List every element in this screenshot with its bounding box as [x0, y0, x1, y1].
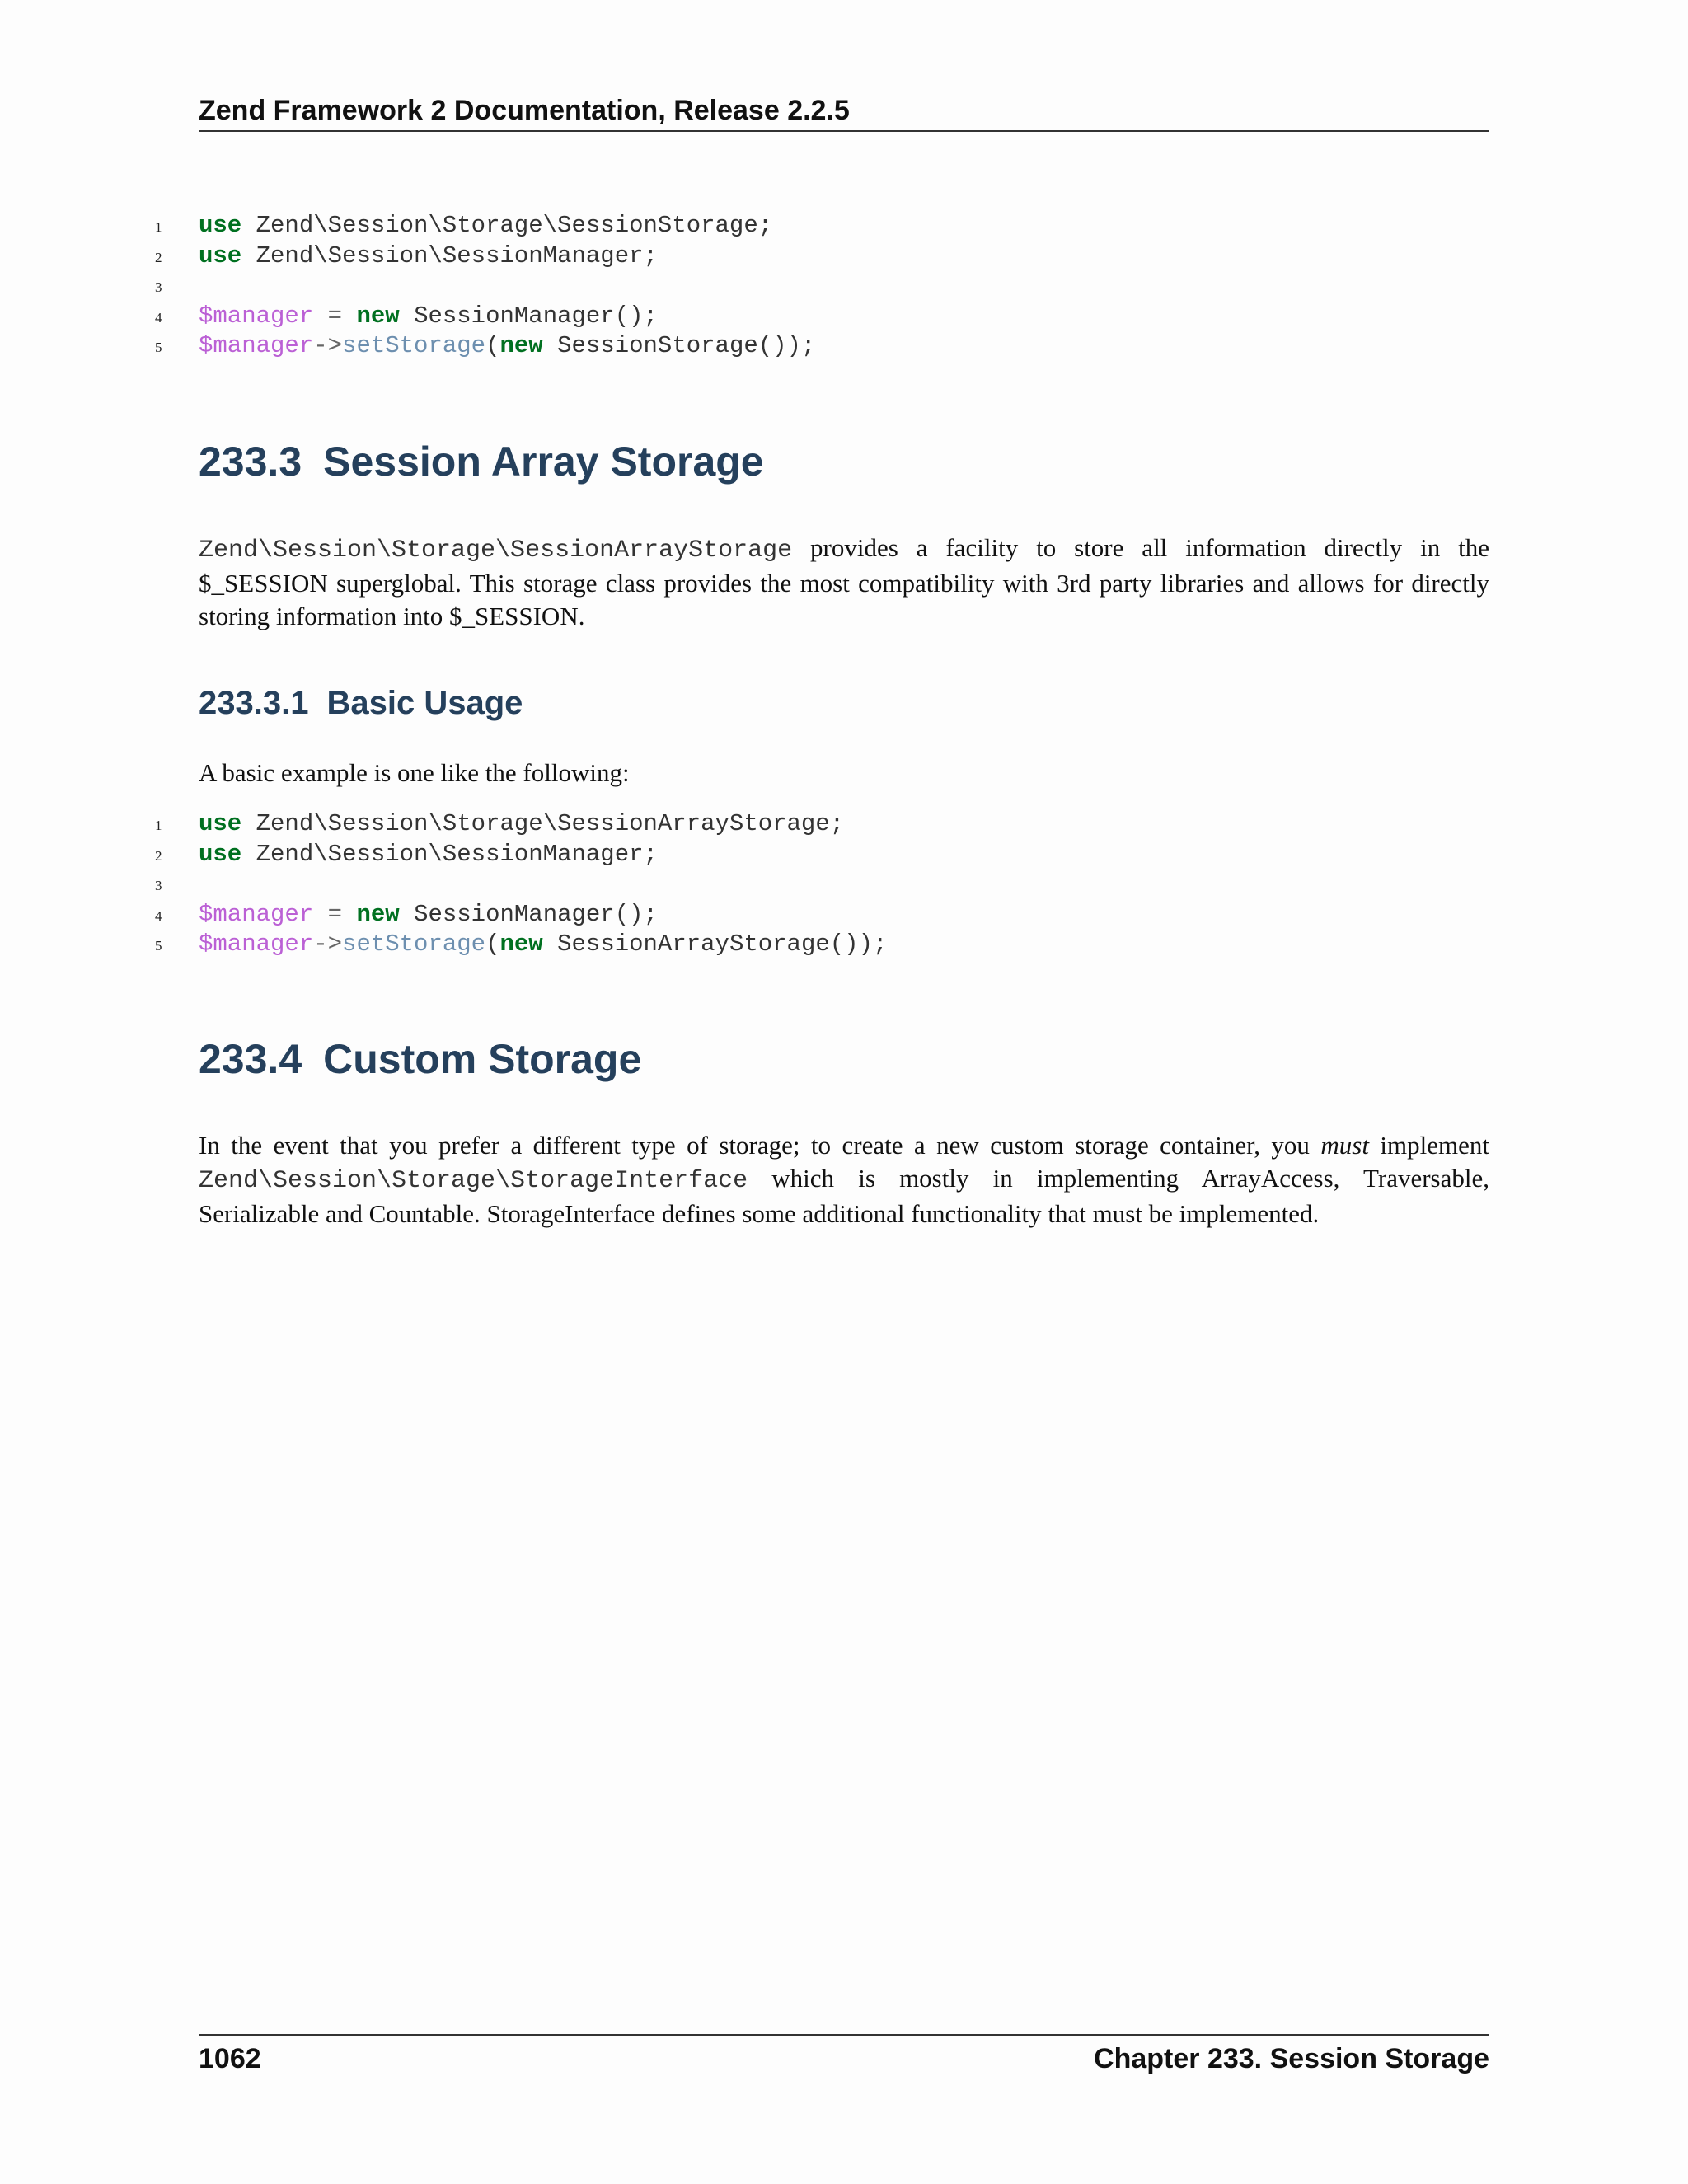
line-number: 3	[155, 279, 162, 295]
paragraph-text: which is mostly in implementing ArrayAccess, Traversable, Serializable and Countable. StorageInterface defines some additional functionality that must be implemented.	[199, 1164, 1489, 1228]
code-source	[199, 930, 887, 960]
code-token: use	[199, 212, 242, 239]
code-line	[0, 809, 1688, 840]
line-number: 1	[155, 219, 162, 235]
chapter-title: Chapter 233. Session Storage	[1094, 2043, 1489, 2074]
section-number: 233.4	[199, 1036, 302, 1082]
code-token: ->	[313, 930, 343, 958]
code-token: =	[313, 302, 357, 330]
running-header: Zend Framework 2 Documentation, Release 2.2.5	[199, 95, 850, 126]
line-number: 1	[155, 818, 162, 833]
code-token: new	[499, 930, 543, 958]
code-token: ->	[313, 332, 343, 359]
code-token: use	[199, 241, 242, 269]
code-token: (	[485, 332, 500, 359]
subsection-heading-basic-usage	[199, 682, 523, 724]
code-token: Zend\Session\SessionManager;	[241, 241, 658, 269]
code-line	[0, 211, 1688, 241]
code-token: SessionArrayStorage());	[542, 930, 888, 958]
section-title: Session Array Storage	[323, 438, 764, 485]
line-number: 5	[155, 340, 162, 355]
section-heading-custom-storage	[199, 1034, 641, 1084]
code-line	[0, 900, 1688, 930]
code-token: use	[199, 810, 242, 837]
inline-code: Zend\Session\Storage\SessionArrayStorage	[199, 537, 793, 565]
code-line	[0, 930, 1688, 960]
code-source	[199, 840, 658, 870]
paragraph-text: In the event that you prefer a different type of storage; to create a new custom storage container, you	[199, 1131, 1321, 1160]
line-number: 4	[155, 309, 162, 326]
code-source	[199, 900, 658, 930]
code-token: Zend\Session\SessionManager;	[241, 840, 658, 868]
code-token: setStorage	[342, 930, 486, 958]
code-source	[199, 809, 844, 840]
emphasis-text: must	[1320, 1131, 1369, 1160]
page-number: 1062	[199, 2043, 261, 2074]
code-token: $manager	[199, 930, 314, 958]
subsection-number: 233.3.1	[199, 685, 309, 721]
section-number: 233.3	[199, 438, 302, 485]
section-title: Custom Storage	[323, 1036, 642, 1082]
code-token: SessionManager();	[399, 302, 658, 330]
code-token: =	[313, 900, 357, 928]
inline-code: Zend\Session\Storage\StorageInterface	[199, 1167, 748, 1195]
line-number: 4	[155, 907, 162, 924]
line-number: 2	[155, 847, 162, 864]
code-block-session-array-storage	[0, 809, 1688, 960]
code-source	[199, 302, 658, 332]
line-number: 2	[155, 249, 162, 265]
code-source	[199, 331, 815, 362]
paragraph-text: provides a facility to store all information directly in the $_SESSION superglobal. This storage class provides the most compatibility with 3rd party libraries and allows for directly storing information into $_SESSION.	[199, 533, 1489, 630]
code-token: use	[199, 840, 242, 868]
code-source	[199, 241, 658, 272]
code-token: SessionManager();	[399, 900, 658, 928]
line-number: 5	[155, 938, 162, 954]
header-rule	[199, 130, 1489, 132]
paragraph-basic-usage-intro: A basic example is one like the following:	[199, 758, 630, 787]
code-token: new	[499, 332, 543, 359]
code-token: new	[356, 900, 400, 928]
code-token: Zend\Session\Storage\SessionStorage;	[241, 212, 773, 239]
code-line	[0, 840, 1688, 870]
code-line	[0, 302, 1688, 332]
code-line	[0, 241, 1688, 272]
code-token: setStorage	[342, 332, 486, 359]
subsection-title: Basic Usage	[326, 685, 523, 721]
code-token: (	[485, 930, 500, 958]
section-heading-session-array-storage	[199, 437, 764, 486]
code-line	[0, 869, 1688, 900]
code-line	[0, 271, 1688, 302]
code-line	[0, 331, 1688, 362]
code-token: $manager	[199, 332, 314, 359]
paragraph-session-array-storage	[199, 532, 1489, 633]
line-number: 3	[155, 878, 162, 893]
code-token: new	[356, 302, 400, 330]
code-block-session-storage	[0, 211, 1688, 362]
code-source	[199, 211, 772, 241]
footer-rule	[199, 2034, 1489, 2036]
code-token: $manager	[199, 302, 314, 330]
paragraph-custom-storage	[199, 1129, 1489, 1230]
code-token: $manager	[199, 900, 314, 928]
code-token: Zend\Session\Storage\SessionArrayStorage;	[241, 810, 845, 837]
code-token: SessionStorage());	[542, 332, 816, 359]
paragraph-text: implement	[1368, 1131, 1489, 1160]
